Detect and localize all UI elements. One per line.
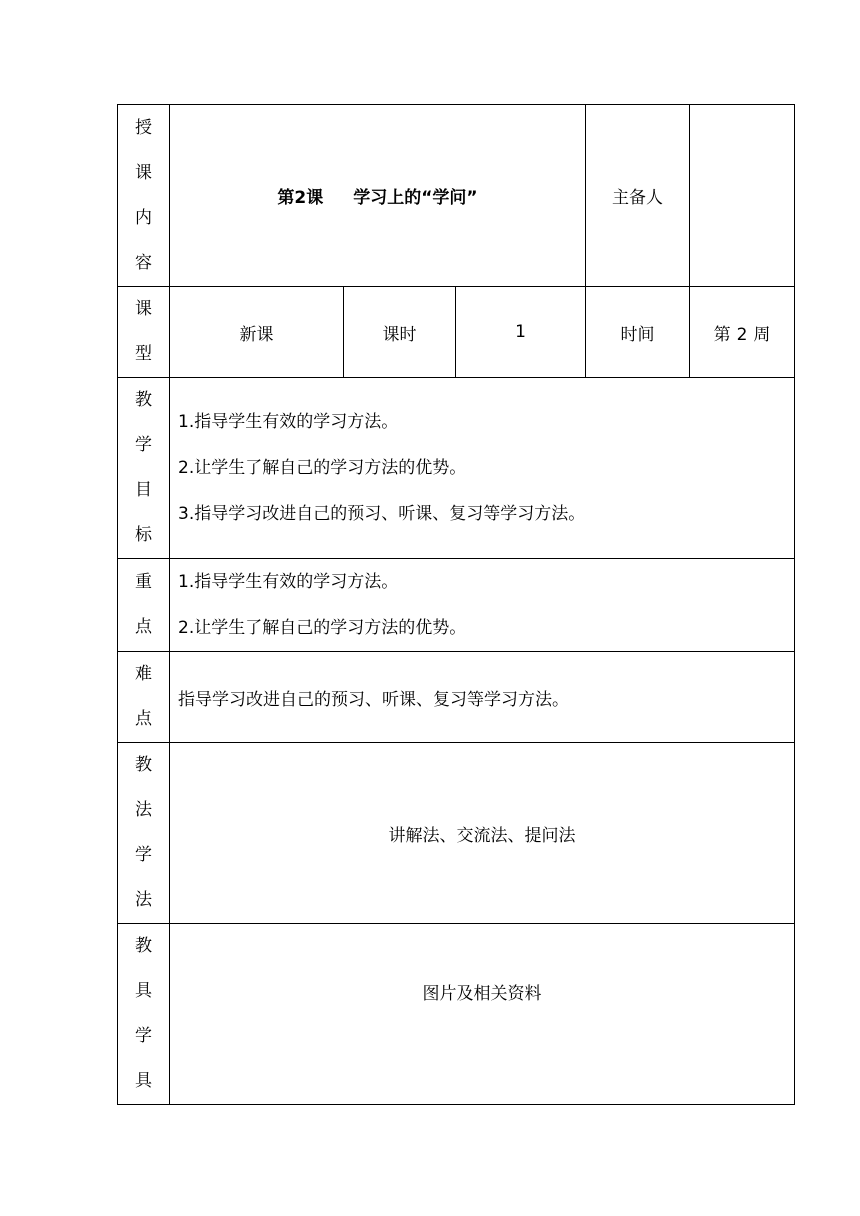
preparer-value xyxy=(690,105,795,287)
row-difficulty xyxy=(118,652,795,743)
lesson-type-value: 新课 xyxy=(170,287,344,378)
preparer-label: 主备人 xyxy=(586,105,690,287)
goals-list xyxy=(170,378,795,559)
label-lesson-content: 授 课 内 容 xyxy=(118,105,170,287)
label-tools: 教 具 学 具 xyxy=(118,924,170,1105)
row-lesson-type xyxy=(118,287,795,378)
keypoints-list xyxy=(170,559,795,652)
lesson-title-cell xyxy=(170,105,586,287)
label-methods: 教 法 学 法 xyxy=(118,743,170,924)
week-value: 第 2 周 xyxy=(690,287,795,378)
row-keypoints xyxy=(118,559,795,652)
class-hours-label: 课时 xyxy=(344,287,456,378)
class-hours-value: 1 xyxy=(456,287,586,378)
goal-item: 3.指导学习改进自己的预习、听课、复习等学习方法。 xyxy=(178,504,586,524)
keypoint-item: 2.让学生了解自己的学习方法的优势。 xyxy=(178,618,467,638)
row-tools xyxy=(118,924,795,1105)
row-methods xyxy=(118,743,795,924)
row-lesson-content xyxy=(118,105,795,287)
label-keypoints: 重 点 xyxy=(118,559,170,652)
row-goals xyxy=(118,378,795,559)
methods-text: 讲解法、交流法、提问法 xyxy=(170,743,795,924)
lesson-plan-table xyxy=(117,104,795,1105)
label-difficulty: 难 点 xyxy=(118,652,170,743)
lesson-title: 学习上的“学问” xyxy=(353,188,478,208)
time-label: 时间 xyxy=(586,287,690,378)
keypoint-item: 1.指导学生有效的学习方法。 xyxy=(178,572,399,592)
goal-item: 1.指导学生有效的学习方法。 xyxy=(178,412,399,432)
tools-text: 图片及相关资料 xyxy=(170,924,795,1105)
label-lesson-type: 课 型 xyxy=(118,287,170,378)
goal-item: 2.让学生了解自己的学习方法的优势。 xyxy=(178,458,467,478)
difficulty-text: 指导学习改进自己的预习、听课、复习等学习方法。 xyxy=(170,652,795,743)
label-goals: 教 学 目 标 xyxy=(118,378,170,559)
lesson-number: 第2课 xyxy=(277,188,324,208)
